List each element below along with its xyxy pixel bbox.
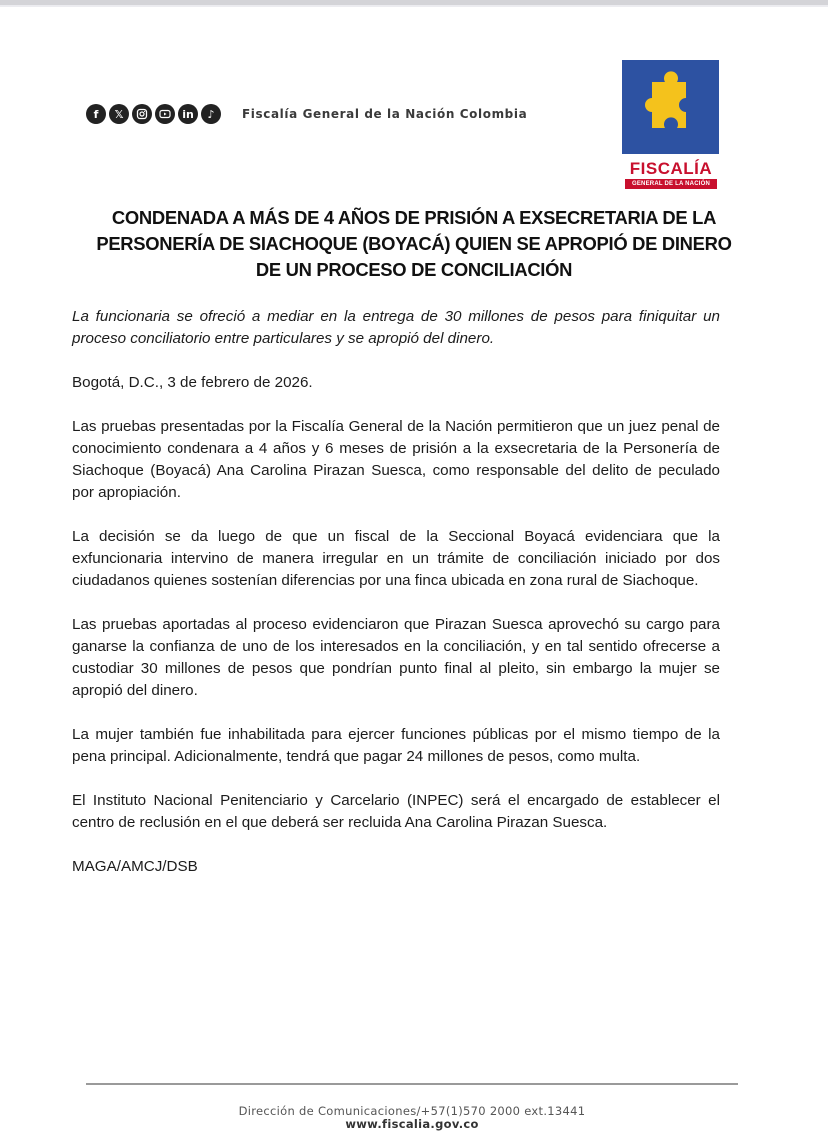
youtube-icon[interactable]: [155, 104, 175, 124]
footer-divider: [86, 1083, 738, 1085]
social-icons-row: [86, 104, 527, 124]
dateline: Bogotá, D.C., 3 de febrero de 2026.: [72, 374, 313, 391]
logo-subtitle: GENERAL DE LA NACIÓN: [625, 179, 717, 189]
x-twitter-icon[interactable]: 𝕏: [109, 104, 129, 124]
body-paragraph: La decisión se da luego de que un fiscal de la Seccional Boyacá evidenciara que la exfuncionaria intervino de manera irregular en un trámite de conciliación iniciado por dos ciudadanos quienes sostenían diferencias por una finca ubicada en zona rural de Siachoque.: [72, 528, 720, 589]
top-bar: [0, 0, 828, 7]
press-release-headline: [60, 205, 768, 283]
body-paragraph: El Instituto Nacional Penitenciario y Carcelario (INPEC) será el encargado de establecer el centro de reclusión en el que deberá ser recluida Ana Carolina Pirazan Suesca.: [72, 792, 720, 831]
logo-wordmark: FISCALÍA: [629, 159, 713, 178]
body-paragraph: La mujer también fue inhabilitada para ejercer funciones públicas por el mismo tiempo de la pena principal. Adicionalmente, tendrá que pagar 24 millones de pesos, como multa.: [72, 726, 720, 765]
article-body: [72, 306, 720, 900]
facebook-icon[interactable]: f: [86, 104, 106, 124]
linkedin-icon[interactable]: in: [178, 104, 198, 124]
signature-initials: MAGA/AMCJ/DSB: [72, 858, 198, 875]
lead-paragraph: La funcionaria se ofreció a mediar en la entrega de 30 millones de pesos para finiquitar un proceso conciliatorio entre particulares y se apropió del dinero.: [72, 308, 720, 347]
fiscalia-logo: [622, 60, 720, 189]
organization-name: Fiscalía General de la Nación Colombia: [242, 107, 528, 121]
footer-website-link[interactable]: www.fiscalia.gov.co: [345, 1117, 479, 1131]
headline-line: PERSONERÍA DE SIACHOQUE (BOYACÁ) QUIEN SE APROPIÓ DE DINERO: [96, 233, 732, 254]
headline-line: DE UN PROCESO DE CONCILIACIÓN: [255, 259, 573, 280]
footer-contact: Dirección de Comunicaciones/+57(1)570 2000 ext.13441: [238, 1104, 586, 1118]
body-paragraph: Las pruebas aportadas al proceso evidenciaron que Pirazan Suesca aprovechó su cargo para ganarse la confianza de uno de los interesados en la conciliación, y en tal sentido ofrecerse a custodiar 30 millones de pesos que pondrían punto final al pleito, sin embargo la mujer se apropió del dinero.: [72, 616, 720, 699]
instagram-icon[interactable]: [132, 104, 152, 124]
puzzle-logo-icon: [622, 60, 719, 154]
body-paragraph: Las pruebas presentadas por la Fiscalía General de la Nación permitieron que un juez penal de conocimiento condenara a 4 años y 6 meses de prisión a la exsecretaria de la Personería de Siachoque (Boyacá) Ana Carolina Pirazan Suesca, como responsable del delito de peculado por apropiación.: [72, 418, 720, 501]
headline-line: CONDENADA A MÁS DE 4 AÑOS DE PRISIÓN A EXSECRETARIA DE LA: [111, 207, 717, 228]
tiktok-icon[interactable]: ♪: [201, 104, 221, 124]
